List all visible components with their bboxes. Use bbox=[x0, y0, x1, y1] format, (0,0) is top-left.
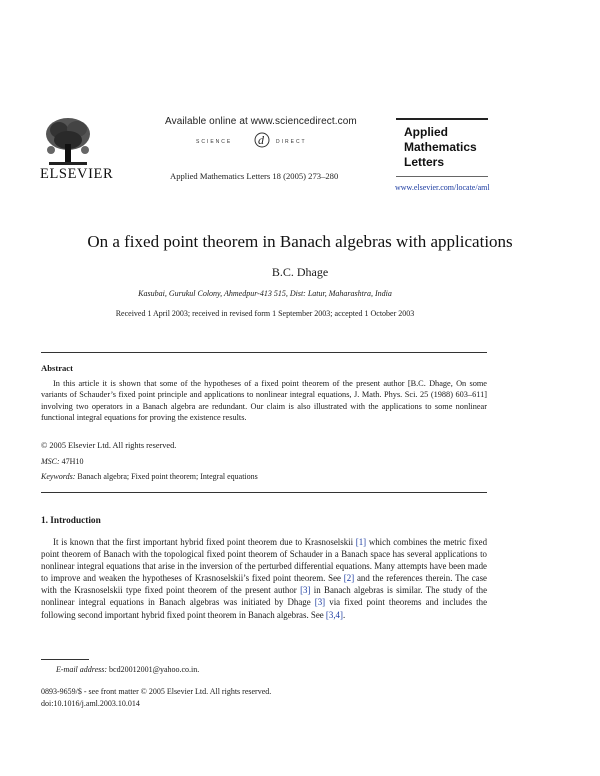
footnote-email bbox=[56, 665, 199, 674]
journal-citation: Applied Mathematics Letters 18 (2005) 273–280 bbox=[170, 171, 339, 181]
intro-text: and the references therein. The case with the Krasnoselskii type fixed point theorem of the present author bbox=[41, 573, 487, 596]
sciencedirect-logo bbox=[196, 129, 328, 151]
introduction-paragraph bbox=[41, 536, 487, 621]
doi-line[interactable]: doi:10.1016/j.aml.2003.10.014 bbox=[41, 699, 140, 708]
intro-text: It is known that the first important hybrid fixed point theorem due to Krasnoselskii bbox=[53, 537, 354, 547]
citation-link[interactable]: [1] bbox=[355, 537, 367, 547]
divider bbox=[41, 352, 487, 353]
abstract-copyright: © 2005 Elsevier Ltd. All rights reserved. bbox=[41, 441, 177, 450]
intro-text: which combines the metric fixed point theorem of Banach with the topological fixed point theorem of Schauder in a Banach space has several applications to nonlinear integral equations that arise in the inversion of the perturbed differential equations. Many attempts have been made to improve and weaken the hypotheses of Krasnoselskii’s fixed point theorem. See bbox=[41, 537, 488, 584]
citation-link[interactable]: [3] bbox=[300, 585, 311, 596]
journal-title-line: Letters bbox=[404, 155, 445, 169]
divider bbox=[41, 492, 487, 493]
author-name: B.C. Dhage bbox=[271, 265, 329, 279]
footnote-rule bbox=[41, 659, 89, 660]
msc-label: MSC: bbox=[41, 457, 60, 466]
journal-title-box bbox=[396, 118, 488, 177]
section-heading-introduction: 1. Introduction bbox=[41, 516, 101, 526]
author-affiliation: Kasubai, Gurukul Colony, Ahmedpur-413 515, Dist: Latur, Maharashtra, India bbox=[138, 289, 392, 298]
available-online-text: Available online at www.sciencedirect.com bbox=[165, 116, 357, 127]
abstract-text: In this article it is shown that some of the hypotheses of a fixed point theorem of the present author [B.C. Dhage, On some variants of Schauder’s fixed point principle and applications to nonlinear integral equations, J. Math. Phys. Sci. 25 (1988) 603–611] involving two operators in a Banach algebra are redundant. Our claim is also illustrated with the applications to some nonlinear functional integral equations for proving the existence results. bbox=[41, 379, 487, 423]
intro-text: . bbox=[342, 609, 346, 620]
svg-text:d: d bbox=[258, 133, 264, 147]
abstract-heading: Abstract bbox=[41, 363, 73, 373]
elsevier-tree-logo bbox=[41, 114, 95, 168]
keywords-line bbox=[41, 472, 258, 481]
intro-text: in Banach algebras is similar. The study of the nonlinear integral equations in Banach algebras was initiated by Dhage bbox=[41, 585, 488, 608]
citation-link[interactable]: [3,4] bbox=[325, 609, 343, 620]
article-title: On a fixed point theorem in Banach algebras with applications bbox=[87, 232, 513, 251]
keywords-value: Banach algebra; Fixed point theorem; Integral equations bbox=[77, 472, 258, 481]
msc-line bbox=[41, 457, 83, 466]
citation-link[interactable]: [3] bbox=[314, 597, 326, 608]
citation-link[interactable]: [2] bbox=[343, 573, 355, 584]
msc-value: 47H10 bbox=[61, 457, 84, 466]
svg-text:SCIENCE: SCIENCE bbox=[196, 139, 233, 145]
publisher-name: ELSEVIER bbox=[40, 166, 114, 182]
received-dates: Received 1 April 2003; received in revised form 1 September 2003; accepted 1 October 2003 bbox=[115, 309, 415, 318]
keywords-label: Keywords: bbox=[41, 472, 76, 481]
intro-text: via fixed point theorems and includes the following second important hybrid fixed point theorem in Banach algebras. See bbox=[41, 597, 488, 620]
email-label: E-mail address: bbox=[56, 665, 108, 674]
journal-title-line: Applied bbox=[404, 125, 448, 139]
email-address[interactable]: bcd20012001@yahoo.co.in. bbox=[109, 665, 200, 674]
journal-url-link[interactable]: www.elsevier.com/locate/aml bbox=[395, 183, 490, 192]
svg-text:DIRECT: DIRECT bbox=[276, 139, 307, 145]
issn-line: 0893-9659/$ - see front matter © 2005 Elsevier Ltd. All rights reserved. bbox=[41, 687, 272, 696]
journal-title-line: Mathematics bbox=[404, 140, 477, 154]
